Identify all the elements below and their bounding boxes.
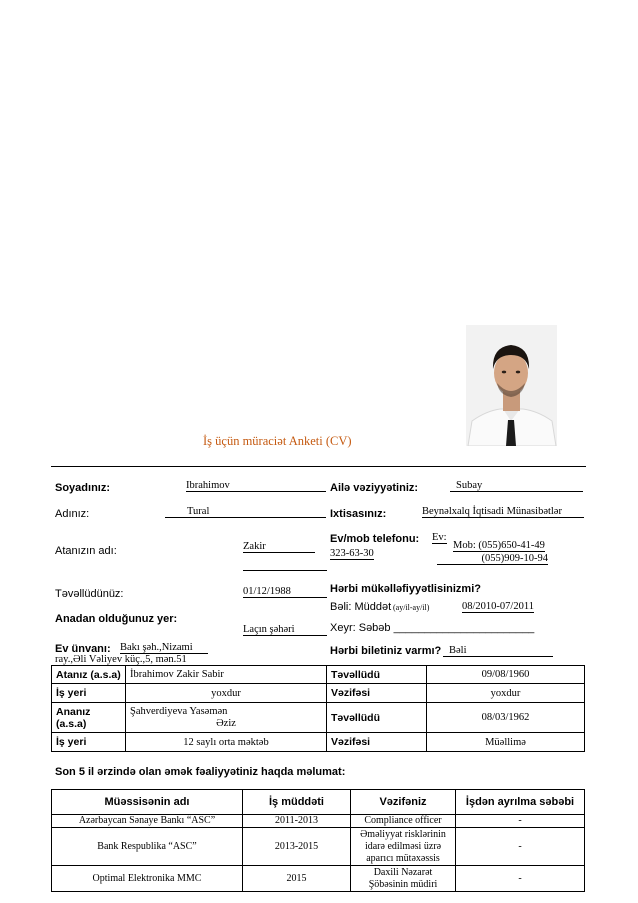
marital-status-label: Ailə vəziyyətiniz: <box>330 482 419 494</box>
mother-work-label: İş yeri <box>52 733 126 752</box>
father-name-value: Zakir <box>243 541 315 553</box>
column-header: İş müddəti <box>243 790 351 815</box>
birth-date-value: 01/12/1988 <box>243 586 327 598</box>
experience-table <box>51 789 585 892</box>
name-value: Tural <box>165 506 326 518</box>
parents-table <box>51 665 585 752</box>
birthplace-label: Anadan olduğunuz yer: <box>55 613 178 625</box>
table-row <box>52 666 585 684</box>
mother-name-line2: Əziz <box>216 717 236 729</box>
mother-birth-label: Təvəllüdü <box>327 703 427 733</box>
company-cell: Optimal Elektronika MMC <box>52 866 243 892</box>
marital-status-value: Subay <box>450 480 583 492</box>
home-phone-label: Ev: <box>432 532 447 543</box>
phone-label: Ev/mob telefonu: <box>330 533 420 545</box>
military-yes-label: Bəli: Müddət <box>330 601 392 613</box>
military-card-label: Hərbi biletiniz varmı? <box>330 645 442 657</box>
father-position-value: yoxdur <box>427 684 585 703</box>
father-position-label: Vəzifəsi <box>327 684 427 703</box>
address-line2: ray.,Əli Vəliyev küç.,5, mən.51 <box>55 654 187 665</box>
mother-name-line1: Şahverdiyeva Yasəmən <box>130 705 228 717</box>
mother-label <box>52 703 126 733</box>
company-cell: Bank Respublika “ASC” <box>52 828 243 866</box>
birthplace-value: Laçın şəhəri <box>243 624 327 636</box>
person-photo-icon <box>466 325 557 446</box>
mobile-phone-2: (055)909-10-94 <box>437 553 548 565</box>
column-header: Müəssisənin adı <box>52 790 243 815</box>
table-row <box>52 703 585 733</box>
name-label: Adınız: <box>55 508 90 520</box>
father-birth-label: Təvəllüdü <box>327 666 427 684</box>
divider <box>51 466 586 467</box>
experience-section-title: Son 5 il ərzində olan əmək fəaliyyətiniz haqda məlumat: <box>55 766 346 778</box>
address-line1: Bakı şəh.,Nizami <box>120 642 208 654</box>
mobile-phone-1: Mob: (055)650-41-49 <box>453 540 545 551</box>
mother-label-line1: Ananız <box>56 705 91 718</box>
mother-work-value: 12 saylı orta məktəb <box>126 733 327 752</box>
military-period: 08/2010-07/2011 <box>462 601 534 612</box>
table-row <box>52 684 585 703</box>
reason-cell: - <box>456 866 585 892</box>
reason-cell: - <box>456 815 585 828</box>
reason-cell: - <box>456 828 585 866</box>
father-full-name: İbrahimov Zakir Sabir <box>126 666 327 684</box>
surname-value: Ibrahimov <box>186 480 326 492</box>
mother-birth-value: 08/03/1962 <box>427 703 585 733</box>
position-cell: Daxili Nəzarət Şöbəsinin müdiri <box>351 866 456 892</box>
birth-date-label: Təvəllüdünüz: <box>55 588 124 600</box>
period-cell: 2015 <box>243 866 351 892</box>
applicant-photo <box>466 325 557 446</box>
column-header: İşdən ayrılma səbəbi <box>456 790 585 815</box>
table-row <box>52 733 585 752</box>
blank-line <box>243 558 327 571</box>
father-label: Atanız (a.s.a) <box>52 666 126 684</box>
position-cell: Əməliyyat risklərinin idarə edilməsi üzrə aparıcı mütəxəssis <box>351 828 456 866</box>
specialty-label: Ixtisasınız: <box>330 508 387 520</box>
mother-full-name <box>126 703 327 733</box>
mother-position-value: Müəllimə <box>427 733 585 752</box>
mother-position-label: Vəzifəsi <box>327 733 427 752</box>
table-header-row <box>52 790 585 815</box>
military-yes-hint: (ay/il-ay/il) <box>393 603 430 612</box>
military-card-value: Bəli <box>443 645 553 657</box>
mother-label-line2: (a.s.a) <box>56 717 87 730</box>
specialty-value: Beynəlxalq İqtisadi Münasibətlər <box>422 506 584 518</box>
period-cell: 2013-2015 <box>243 828 351 866</box>
military-question: Hərbi mükəlləfiyyətlisinizmi? <box>330 583 481 595</box>
company-cell: Azərbaycan Sənaye Bankı “ASC” <box>52 815 243 828</box>
father-work-label: İş yeri <box>52 684 126 703</box>
military-no-label: Xeyr: Səbəb _______________________ <box>330 622 535 634</box>
table-row <box>52 828 585 866</box>
address-label: Ev ünvanı: <box>55 643 111 655</box>
form-title: İş üçün müraciət Anketi (CV) <box>203 434 352 448</box>
table-row <box>52 866 585 892</box>
column-header: Vəzifəniz <box>351 790 456 815</box>
position-cell: Compliance officer <box>351 815 456 828</box>
father-work-value: yoxdur <box>126 684 327 703</box>
table-row <box>52 815 585 828</box>
period-cell: 2011-2013 <box>243 815 351 828</box>
home-phone-value: 323-63-30 <box>330 548 374 559</box>
father-birth-value: 09/08/1960 <box>427 666 585 684</box>
surname-label: Soyadınız: <box>55 482 111 494</box>
father-name-label: Atanızın adı: <box>55 545 117 557</box>
